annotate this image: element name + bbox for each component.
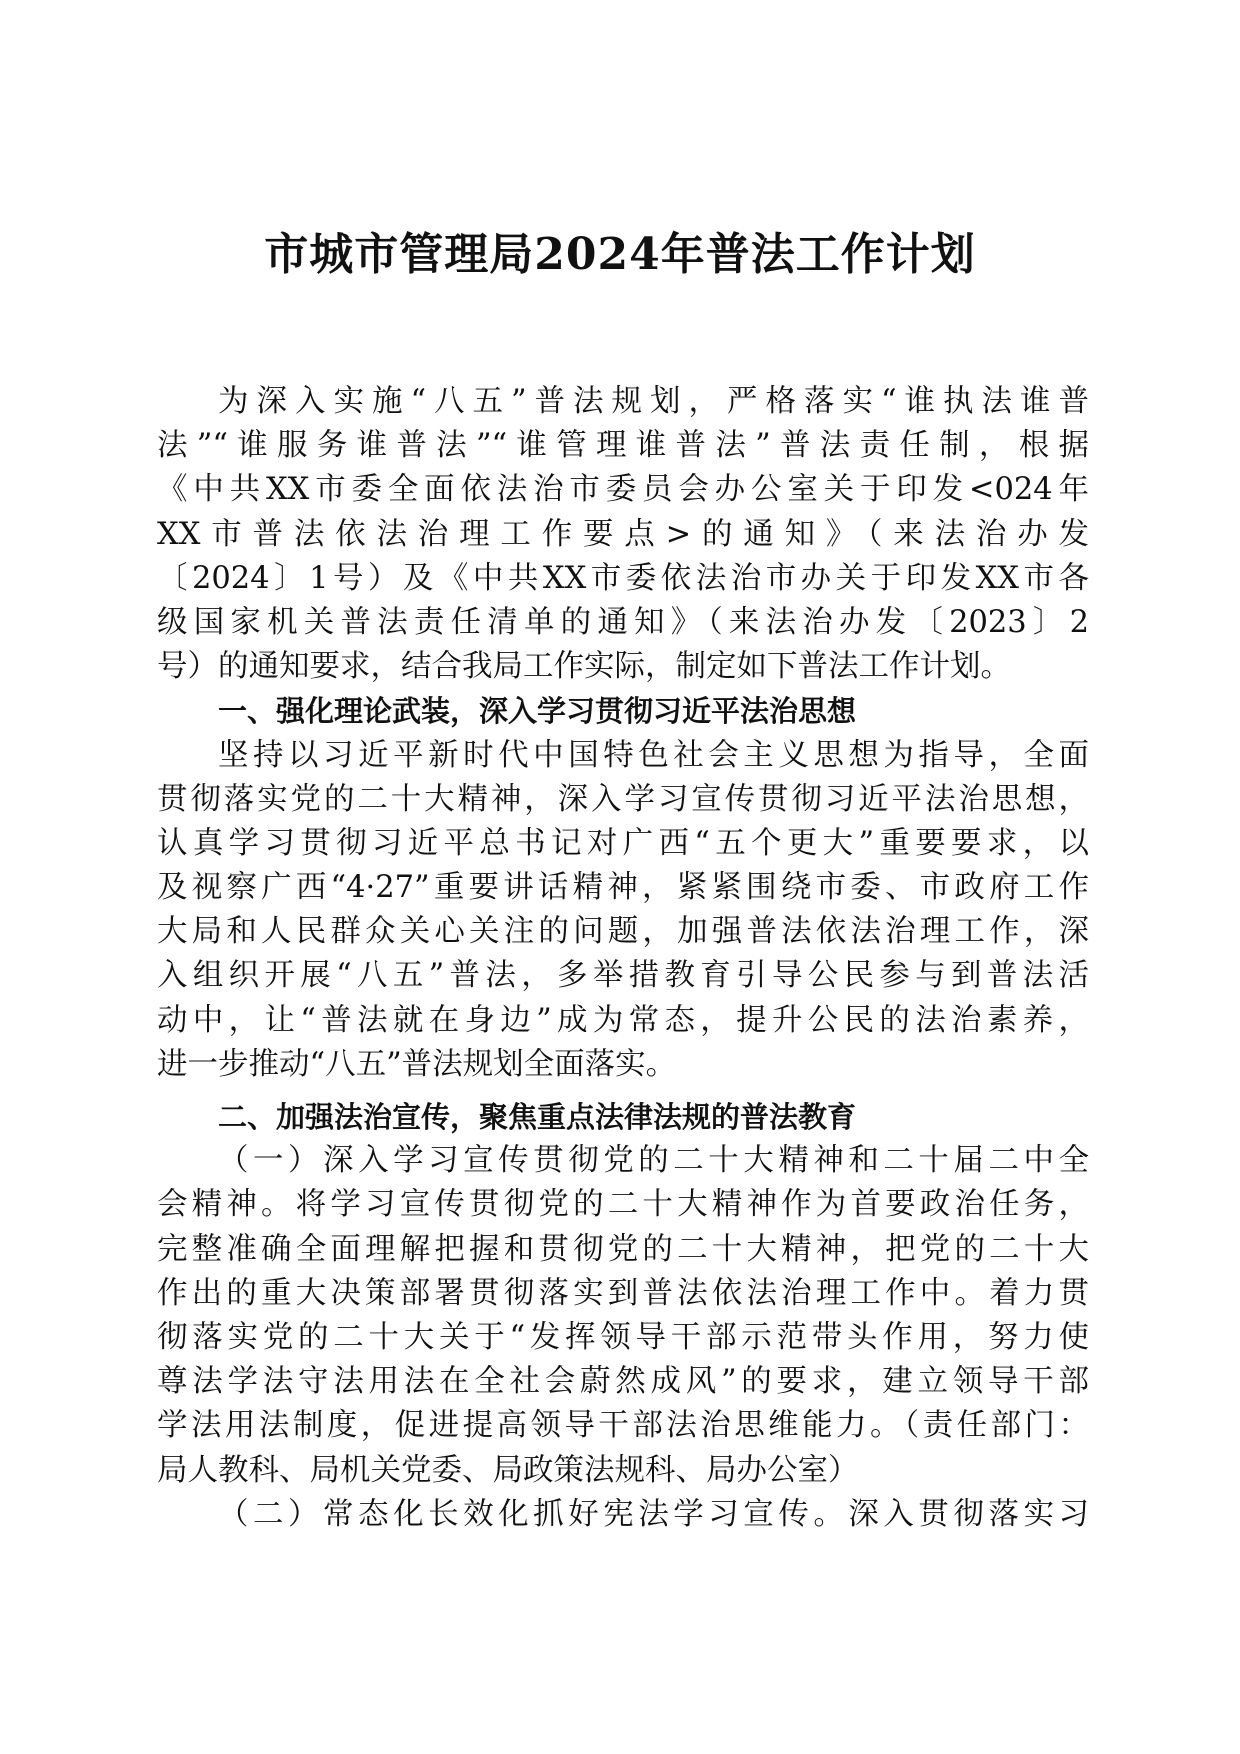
- intro-line: 号）的通知要求，结合我局工作实际，制定如下普法工作计划。: [157, 649, 1011, 685]
- section2-item1-line: （一）深入学习宣传贯彻党的二十大精神和二十届二中全: [218, 1143, 1089, 1179]
- intro-line: 〔2024〕1号）及《中共XX市委依法治市办关于印发XX市各: [157, 560, 1089, 596]
- section2-item1-line: 尊法学法守法用法在全社会蔚然成风”的要求，建立领导干部: [157, 1364, 1089, 1400]
- section2-item1-line: 完整准确全面理解把握和贯彻党的二十大精神，把党的二十大: [157, 1231, 1089, 1267]
- section2-item1-line: 会精神。将学习宣传贯彻党的二十大精神作为首要政治任务，: [157, 1187, 1089, 1223]
- section-heading-1: 一、强化理论武装，深入学习贯彻习近平法治思想: [218, 694, 857, 729]
- intro-line: XX市普法依法治理工作要点>的通知》（来法治办发: [157, 516, 1089, 552]
- intro-line: 《中共XX市委全面依法治市委员会办公室关于印发<024年: [157, 472, 1089, 508]
- section2-item1-line: 作出的重大决策部署贯彻落实到普法依法治理工作中。着力贯: [157, 1275, 1089, 1311]
- section1-line: 及视察广西“4·27”重要讲话精神，紧紧围绕市委、市政府工作: [157, 870, 1089, 906]
- intro-line: 法”“谁服务谁普法”“谁管理谁普法”普法责任制，根据: [157, 428, 1089, 464]
- section1-line: 贯彻落实党的二十大精神，深入学习宣传贯彻习近平法治思想，: [157, 781, 1089, 817]
- section2-item1-line: 学法用法制度，促进提高领导干部法治思维能力。（责任部门：: [157, 1408, 1089, 1444]
- intro-line: 为深入实施“八五”普法规划，严格落实“谁执法谁普: [218, 384, 1089, 419]
- document-body: [157, 380, 1089, 1537]
- section1-line: 进一步推动“八五”普法规划全面落实。: [157, 1046, 677, 1082]
- section1-line: 动中，让“普法就在身边”成为常态，提升公民的法治素养，: [157, 1002, 1089, 1038]
- section2-item1-line: 局人教科、局机关党委、局政策法规科、局办公室）: [157, 1452, 859, 1488]
- section1-line: 入组织开展“八五”普法，多举措教育引导公民参与到普法活: [157, 958, 1089, 994]
- section2-item2-line: （二）常态化长效化抓好宪法学习宣传。深入贯彻落实习: [218, 1496, 1089, 1532]
- document-title: 市城市管理局2024年普法工作计划: [264, 229, 976, 280]
- section2-item1-line: 彻落实党的二十大关于“发挥领导干部示范带头作用，努力使: [157, 1319, 1089, 1355]
- intro-line: 级国家机关普法责任清单的通知》（来法治办发〔2023〕2: [157, 604, 1089, 640]
- section1-line: 坚持以习近平新时代中国特色社会主义思想为指导，全面: [218, 737, 1089, 773]
- section1-line: 认真学习贯彻习近平总书记对广西“五个更大”重要要求，以: [157, 825, 1089, 861]
- section1-line: 大局和人民群众关心关注的问题，加强普法依法治理工作，深: [157, 914, 1089, 950]
- section-heading-2: 二、加强法治宣传，聚焦重点法律法规的普法教育: [218, 1100, 857, 1134]
